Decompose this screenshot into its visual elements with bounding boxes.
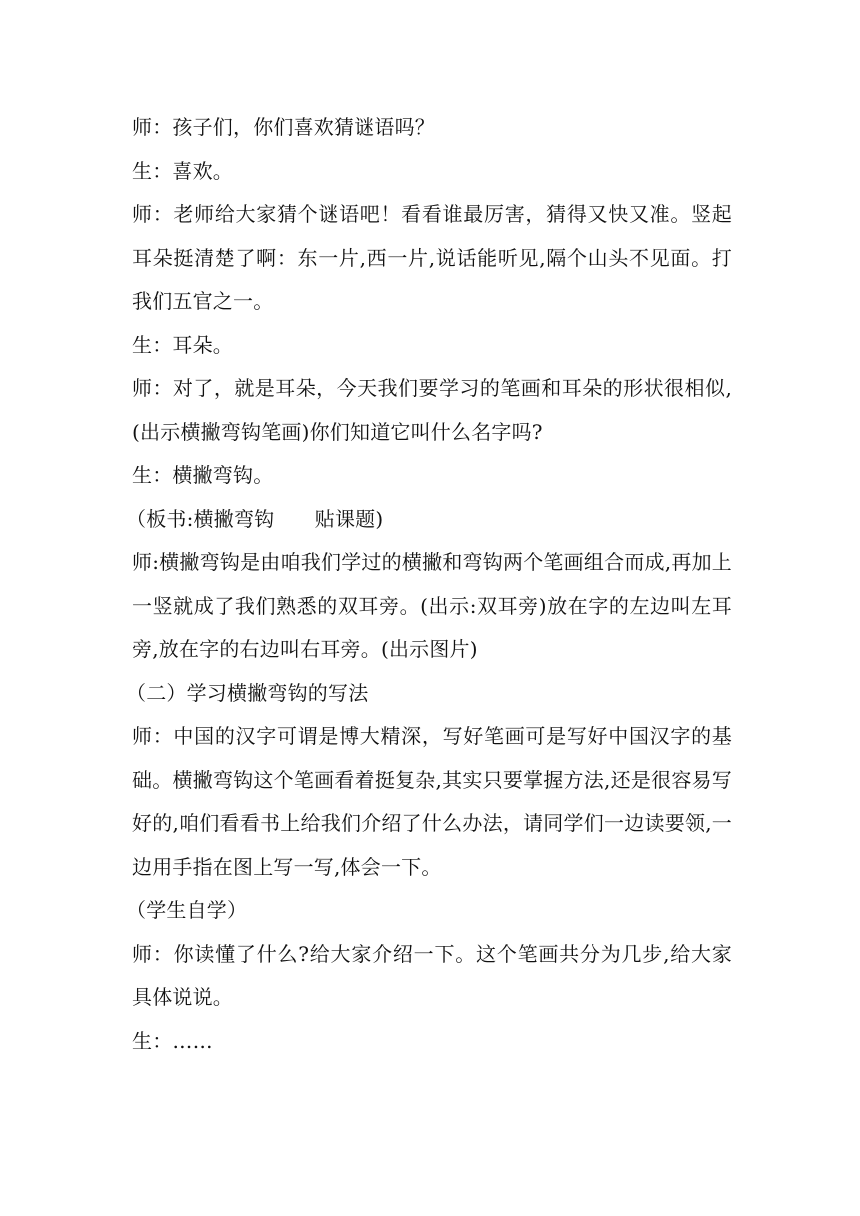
paragraph-student-answer: 生：耳朵。 [132,332,233,357]
paragraph-teacher-question: 师：孩子们，你们喜欢猜谜语吗？ [132,115,435,139]
paragraph-student-answer: 生：…… [132,1028,213,1053]
section-heading: （二）学习横撇弯钩的写法 [126,680,369,705]
paragraph-student-answer: 生：横撇弯钩。 [132,463,274,487]
paragraph-blackboard-note: （板书:横撇弯钩 贴课题) [126,506,384,531]
paragraph-teacher-stroke-intro: 师：对了，就是耳朵，今天我们要学习的笔画和耳朵的形状很相似,(出示横撇弯钩笔画)你们知道它叫什么名字吗? [132,376,732,444]
paragraph-teacher-riddle: 师：老师给大家猜个谜语吧！看看谁最厉害，猜得又快又准。竖起耳朵挺清楚了啊：东一片,西一片,说话能听见,隔个山头不见面。打我们五官之一。 [132,202,732,313]
paragraph-teacher-explanation: 师:横撇弯钩是由咱我们学过的横撇和弯钩两个笔画组合而成,再加上一竖就成了我们熟悉的双耳旁。(出示:双耳旁)放在字的左边叫左耳旁,放在字的右边叫右耳旁。(出示图片) [132,550,732,661]
paragraph-student-answer: 生：喜欢。 [132,158,233,183]
paragraph-self-study-note: （学生自学） [126,898,248,922]
paragraph-teacher-followup: 师：你读懂了什么?给大家介绍一下。这个笔画共分为几步,给大家具体说说。 [132,941,732,1009]
paragraph-teacher-method: 师：中国的汉字可谓是博大精深，写好笔画可是写好中国汉字的基础。横撇弯钩这个笔画看着挺复杂,其实只要掌握方法,还是很容易写好的,咱们看看书上给我们介绍了什么办法，请同学们一边读要领,一边用手指在图上写一写,体会一下。 [132,724,732,879]
document-body [126,106,732,1063]
